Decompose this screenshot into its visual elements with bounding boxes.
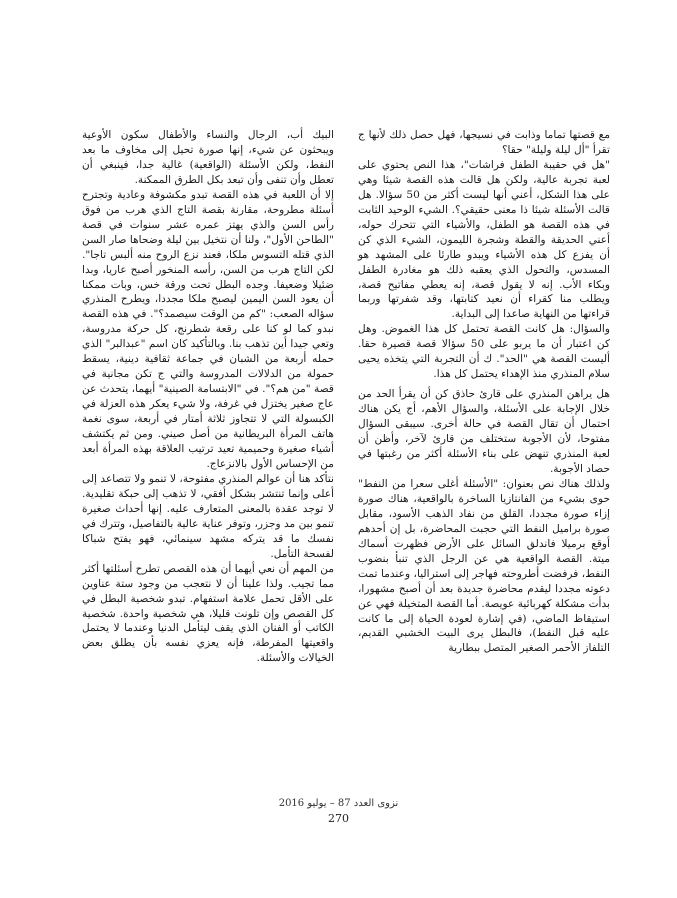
issue-info: نزوى العدد 87 – يوليو 2016 <box>278 798 399 809</box>
paragraph: ولذلك هناك نص بعنوان: "الأسئلة أغلى سعرا من النفط" حوى بشيء من الفانتازيا الساخرة بالواقعية، هناك صورة إزاء صورة مجددا، القلق من نفاد الذهب الأسود، مقابل صورة براميل النفط التي حجبت المحاضرة، بل إن أحدهم أوقع برميلا فاندلق السائل على الأرض فظهرت أسماك ميتة. القصة الواقعية هي عن الرجل الذي تنبأ بنضوب النفط، فرفضت أطروحته فهاجر إلى استراليا، وعندما تمت دعوته مجددا ليقدم محاضرة جديدة بعد أن أصبح مشهورا، بدأت مشكلة كهربائية عويصة. أما القصة المتخيلة فهي عن استيقاظ الماضي، (في إشارة لعودة الحياة إلى ما كانت عليه قبل النفط)، فالبطل يرى البيت الخشبي القديم، التلفاز الأحمر الصغير المتصل ببطارية <box>358 477 610 655</box>
paragraph: من المهم أن نعي أيهما أن هذه القصص تطرح أسئلتها أكثر مما تجيب. ولذا علينا أن لا نتعجب من وجود ستة عناوين على الأقل تحمل علامة استفهام. تبدو شخصية البطل في كل القصص وإن تلونت قليلا، هي شخصية واحدة. شخصية الكاتب أو الفنان الذي يقف ليتأمل الدنيا وعندما لا يحتمل واقعيتها المفرطة، فإنه يعزي نفسه بأن يطلق بعض الخيالات والأسئلة. <box>82 562 334 665</box>
paragraph: إلا أن اللعبة في هذه القصة تبدو مكشوفة وعادية وتجترح أسئلة مطروحة، مقارنة بقصة التاج الذي هرب من فوق رأس السن والذي يهتز عمره عشر سنوات في قصة "الطاحن الأول"، ولنا أن نتخيل بين ليلة وضحاها صار السن الذي قتله التسوس ملكا، فعند نزع الروح منه ألبس تاجا". لكن التاج هرب من السن، رأسه المنخور أصبح عاريا، وبدا ضئيلا وضعيفا. وجده البطل تحت ورقة خس، وبات ممكنا أن يعود السن اليمين ليصبح ملكا مجددا، ويطرح المنذري سؤاله الصعب: "كم من الوقت سيصمد؟". في هذه القصة نبدو كما لو كنا على رقعة شطرنج، كل حركة مدروسة، وتعي جيدا أين تذهب بنا. وبالتأكيد كان اسم "عبدالبر" الذي حمله أربعة من الشبان في جماعة ثقافية دينية، يسقط حمولة من الدلالات المدروسة والتي ج تكن مجانية في قصة "من هم؟". في "الابتسامة الصينية" أيهما، يتحدث عن عاج صغير يختزل في غرفة، ولا شيء يعكر هذه العزلة في الكبسولة التي لا تتجاوز ثلاثة أمتار في أربعة، سوى نغمة هاتف المرأة البريطانية من أصل صيني. ومن ثم يكتشف أشياء صغيرة وحميمية تعيد ترتيب العلاقة بهذه المرأة أبعد من الإحساس الأول بالانزعاج. <box>82 188 334 470</box>
article-column-right <box>358 128 610 656</box>
paragraph: نتأكد هنا أن عوالم المنذري مفتوحة، لا تنمو ولا تتصاعد إلى أعلى وإنما تنتشر بشكل أفقي، لا تذهب إلى حبكة تقليدية. لا توجد عقدة بالمعنى المتعارف عليه. إنها أحداث صغيرة تنمو بين مد وجزر، وتوفر عناية عالية بالتفاصيل، وتترك في نفسك ما قد يتركه مشهد سينمائي، فهو يفتح شباكا لفسحة التأمل. <box>82 472 334 560</box>
paragraph: والسؤال: هل كانت القصة تحتمل كل هذا الغموض. وهل كن اعتبار أن ما يربو على 50 سؤالا قصة قصيرة حقا. أليست القصة هي "الحد". ك أن التجربة التي يتخذه يحيى سلام المنذري منذ الإهداء يحتمل كل هذا. <box>358 323 610 381</box>
page-number: 270 <box>328 812 349 825</box>
paragraph: مع قصتها تماما وذابت في نسيجها، فهل حصل ذلك لأنها ج تقرأ "أل ليلة وليلة" حقا؟ <box>358 129 610 156</box>
paragraph: "هل في حقيبة الطفل فراشات"، هذا النص يحتوي على لعبة تجربة عالية، ولكن هل قالت هذه القصة شيئا وهي على هذا الشكل، أعني أنها ليست أكثر من 50 سؤالا. هل قالت الأسئلة شيئا ذا معنى حقيقي؟. الشيء الوحيد الثابت في هذه القصة هو الطفل، والأشياء التي تتحرك حوله، أعني الحديقة والقطة وشجرة الليمون، الشيء الذي كن أن يفزع كل هذه الأشياء ويبدو طارئا على المشهد هو المسدس، والتحول الذي يعقبه ذلك هو مغادرة الطفل وبكاء الأب. إنه لا يقول قصة، إنه يعطي مفاتيح قصة، ويطلب منا كقراء أن نعيد كتابتها، وقد شفرتها وربما قراءتها من النهاية صاعدا إلى البداية. <box>358 158 610 321</box>
article-column-left <box>82 128 334 666</box>
paragraph: البيك أب، الرجال والنساء والأطفال سكون الأوعية ويبحثون عن شيء، إنها صورة تحيل إلى مخاوف ما بعد النفط، ولكن الأسئلة (الواقعية) غالية جدا، فينبغي أن تعطل وأن تنفى وأن تبعد بكل الطرق الممكنة. <box>82 129 334 186</box>
paragraph: هل يراهن المنذري على قارئ حاذق كن أن يقرأ الحد من خلال الإجابة على الأسئلة، والسؤال الأهم، أج يكن هناك احتمال أن تقال القصة في حالة أخرى. سيبقى السؤال مفتوحا، لأن الأجوبة ستختلف من قارئ لآخر، وأظن أن لعبة المنذري تنهض على بناء الأسئلة أكثر من رغبتها في حصاد الأجوبة. <box>358 388 610 475</box>
